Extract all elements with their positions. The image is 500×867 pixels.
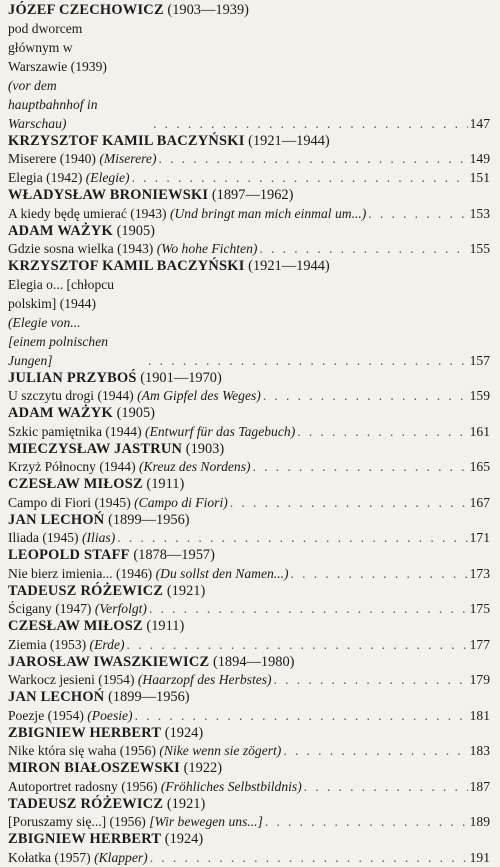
poem-translation: (Elegie) — [85, 170, 130, 185]
poem-title: Autoportret radosny (1956) — [8, 778, 158, 794]
toc-entry — [8, 547, 492, 583]
poem-line — [8, 493, 492, 512]
poem-text — [8, 493, 228, 512]
author-heading — [8, 689, 492, 706]
author-name: JAN LECHOŃ — [8, 511, 105, 528]
page-number: 173 — [469, 565, 490, 581]
author-heading — [8, 476, 492, 493]
toc-entry — [8, 405, 492, 441]
poem-line — [8, 275, 492, 370]
dot-leader — [153, 114, 468, 133]
author-heading — [8, 654, 492, 671]
dot-leader — [253, 457, 468, 476]
page-number: 175 — [469, 601, 490, 616]
author-name: CZESŁAW MIŁOSZ — [8, 618, 143, 634]
dot-leader — [148, 351, 468, 370]
poem-translation: (Kreuz des Nordens) — [139, 459, 251, 474]
author-name: TADEUSZ RÓŻEWICZ — [8, 582, 164, 599]
poem-line — [8, 422, 492, 441]
toc-entry — [8, 133, 492, 169]
page-number: 181 — [469, 707, 490, 723]
poem-translation: (Klapper) — [94, 849, 148, 865]
poem-line — [8, 564, 492, 583]
toc-entry — [8, 476, 492, 512]
poem-translation: (Campo di Fiori) — [134, 494, 228, 510]
author-heading — [8, 133, 492, 150]
author-dates: (1899—1956) — [108, 689, 190, 705]
poem-text — [8, 706, 133, 725]
poem-line — [8, 599, 492, 618]
toc-entry — [8, 689, 492, 725]
dot-leader — [149, 599, 468, 618]
toc-entry — [8, 796, 492, 832]
poem-title: Poezje (1954) — [8, 707, 84, 723]
dot-leader — [283, 741, 468, 760]
poem-text — [8, 670, 272, 689]
author-name: JULIAN PRZYBOŚ — [8, 369, 137, 386]
poem-text — [8, 168, 130, 187]
author-heading — [8, 441, 492, 458]
poem-title: A kiedy będę umierać (1943) — [8, 205, 167, 221]
poem-translation: [Wir bewegen uns...] — [149, 814, 263, 829]
toc-entry — [8, 760, 492, 796]
poem-title: [Poruszamy się...] (1956) — [8, 814, 146, 829]
poem-title: Nike która się waha (1956) — [8, 743, 156, 758]
page-number: 165 — [469, 459, 490, 474]
author-name: JÓZEF CZECHOWICZ — [8, 2, 164, 18]
poem-translation: (Fröhliches Selbstbildnis) — [160, 778, 302, 794]
author-dates: (1911) — [146, 476, 185, 492]
poem-text — [8, 564, 289, 583]
poem-title: Miserere (1940) — [8, 151, 96, 166]
poem-title: Szkic pamiętnika (1944) — [8, 423, 142, 439]
toc-entry — [8, 187, 492, 223]
author-name: ZBIGNIEW HERBERT — [8, 831, 162, 847]
poem-title: Ziemia (1953) — [8, 636, 87, 652]
author-dates: (1921) — [166, 795, 206, 812]
poem-text — [8, 635, 125, 654]
poem-line — [8, 204, 492, 223]
dot-leader — [274, 670, 468, 689]
toc-entry — [8, 223, 492, 259]
toc-entry — [8, 258, 492, 370]
author-heading — [8, 618, 492, 635]
poem-translation: (Elegie von... [einem polnischen Jungen] — [8, 314, 109, 368]
author-dates: (1903—1939) — [167, 2, 249, 18]
author-dates: (1921) — [166, 582, 206, 599]
author-heading — [8, 187, 492, 204]
dot-leader — [230, 493, 468, 512]
author-name: MIECZYSŁAW JASTRUN — [8, 440, 183, 457]
author-dates: (1922) — [183, 760, 223, 776]
dot-leader — [132, 168, 468, 187]
author-heading — [8, 223, 492, 240]
dot-leader — [127, 635, 468, 654]
author-name: ADAM WAŻYK — [8, 405, 113, 421]
poem-translation: (Verfolgt) — [94, 601, 147, 616]
poem-line — [8, 706, 492, 725]
poem-translation: (Haarzopf des Herbstes) — [137, 672, 272, 687]
toc-entry — [8, 168, 492, 187]
poem-translation: (Und bringt man mich einmal um...) — [169, 205, 367, 221]
dot-leader — [304, 777, 468, 796]
page-number: 167 — [469, 494, 490, 510]
toc-entry — [8, 654, 492, 690]
page-number: 187 — [469, 778, 490, 794]
poem-title: Nie bierz imienia... (1946) — [8, 565, 153, 581]
author-heading — [8, 760, 492, 777]
poem-text — [8, 275, 146, 370]
poem-title: U szczytu drogi (1944) — [8, 388, 134, 403]
page-number: 183 — [469, 743, 490, 758]
author-heading — [8, 258, 492, 275]
dot-leader — [368, 204, 468, 223]
dot-leader — [158, 149, 468, 168]
page-number: 161 — [469, 423, 490, 439]
page-number: 151 — [469, 170, 490, 185]
poem-text — [8, 386, 261, 405]
author-name: TADEUSZ RÓŻEWICZ — [8, 795, 164, 812]
poem-text — [8, 812, 263, 831]
page-number: 159 — [469, 388, 490, 403]
page-number: 153 — [469, 205, 490, 221]
page-number: 171 — [469, 530, 490, 545]
toc-entry — [8, 618, 492, 654]
author-name: ZBIGNIEW HERBERT — [8, 724, 162, 741]
page-number: 149 — [469, 151, 490, 166]
author-dates: (1878—1957) — [133, 547, 215, 563]
poem-title: Elegia o... [chłopcu polskim] (1944) — [8, 276, 115, 311]
author-dates: (1924) — [164, 724, 204, 741]
poem-translation: (Nike wenn sie zögert) — [159, 743, 282, 758]
author-name: MIRON BIAŁOSZEWSKI — [8, 760, 181, 776]
dot-leader — [117, 528, 468, 547]
poem-title: pod dworcem głównym w Warszawie (1939) — [8, 20, 107, 74]
poem-text — [8, 528, 115, 547]
author-heading — [8, 2, 492, 19]
poem-line — [8, 386, 492, 405]
poem-line — [8, 19, 492, 133]
author-heading — [8, 583, 492, 600]
author-dates: (1894—1980) — [212, 653, 295, 670]
poem-translation: (vor dem hauptbahnhof in Warschau) — [8, 77, 98, 131]
author-name: KRZYSZTOF KAMIL BACZYŃSKI — [8, 258, 245, 274]
dot-leader — [150, 848, 468, 867]
toc-entry — [8, 725, 492, 761]
poem-translation: (Du sollst den Namen...) — [155, 565, 289, 581]
poem-translation: (Poesie) — [87, 707, 133, 723]
poem-text — [8, 204, 366, 223]
toc-entry — [8, 2, 492, 133]
page-number: 189 — [469, 814, 490, 829]
author-name: JAROSŁAW IWASZKIEWICZ — [8, 653, 210, 670]
poem-line — [8, 528, 492, 547]
poem-text — [8, 599, 147, 618]
poem-translation: (Erde) — [89, 636, 125, 652]
poem-line — [8, 239, 492, 258]
author-heading — [8, 547, 492, 564]
author-dates: (1911) — [146, 618, 185, 634]
dot-leader — [263, 386, 468, 405]
author-dates: (1901—1970) — [140, 369, 222, 386]
dot-leader — [135, 706, 468, 725]
author-dates: (1903) — [185, 440, 225, 457]
poem-translation: (Miserere) — [99, 151, 157, 166]
poem-line — [8, 848, 492, 867]
author-name: WŁADYSŁAW BRONIEWSKI — [8, 187, 209, 203]
toc-entry — [8, 831, 492, 867]
toc-list — [8, 2, 492, 867]
poem-text — [8, 19, 151, 133]
dot-leader — [259, 239, 468, 258]
poem-text — [8, 848, 148, 867]
author-dates: (1905) — [116, 222, 155, 239]
poem-translation: (Am Gipfel des Weges) — [137, 388, 261, 403]
author-dates: (1905) — [116, 405, 155, 421]
poem-text — [8, 149, 156, 168]
page-number: 191 — [469, 849, 490, 865]
dot-leader — [291, 564, 468, 583]
toc-entry — [8, 583, 492, 619]
dot-leader — [265, 812, 468, 831]
poem-line — [8, 670, 492, 689]
poem-line — [8, 812, 492, 831]
poem-line — [8, 457, 492, 476]
poem-line — [8, 777, 492, 796]
author-dates: (1921—1944) — [248, 258, 330, 274]
author-name: KRZYSZTOF KAMIL BACZYŃSKI — [8, 132, 245, 149]
poem-title: Campo di Fiori (1945) — [8, 494, 131, 510]
page-number: 177 — [469, 636, 490, 652]
poem-text — [8, 239, 257, 258]
toc-entry — [8, 370, 492, 406]
poem-line — [8, 149, 492, 168]
page-number: 147 — [469, 115, 490, 131]
author-dates: (1921—1944) — [248, 132, 330, 149]
poem-text — [8, 741, 281, 760]
author-dates: (1899—1956) — [108, 511, 190, 528]
author-name: CZESŁAW MIŁOSZ — [8, 476, 143, 492]
author-heading — [8, 370, 492, 387]
author-heading — [8, 512, 492, 529]
poem-line — [8, 168, 492, 187]
author-dates: (1924) — [164, 831, 204, 847]
poem-translation: (Wo hohe Fichten) — [156, 241, 258, 256]
poem-title: Kołatka (1957) — [8, 849, 91, 865]
author-name: LEOPOLD STAFF — [8, 547, 130, 563]
dot-leader — [297, 422, 468, 441]
poem-line — [8, 741, 492, 760]
author-dates: (1897—1962) — [211, 187, 294, 203]
page-number: 155 — [469, 241, 490, 256]
page-number: 157 — [469, 352, 490, 368]
poem-title: Krzyż Północny (1944) — [8, 459, 136, 474]
poem-title: Ścigany (1947) — [8, 601, 92, 616]
poem-text — [8, 457, 251, 476]
author-name: ADAM WAŻYK — [8, 222, 113, 239]
toc-entry — [8, 441, 492, 477]
poem-title: Gdzie sosna wielka (1943) — [8, 241, 154, 256]
page-number: 179 — [469, 672, 490, 687]
poem-translation: (Entwurf für das Tagebuch) — [145, 423, 296, 439]
poem-title: Iliada (1945) — [8, 530, 79, 545]
author-heading — [8, 796, 492, 813]
poem-text — [8, 777, 302, 796]
poem-translation: (Ilias) — [82, 530, 116, 545]
author-heading — [8, 725, 492, 742]
poem-title: Warkocz jesieni (1954) — [8, 672, 135, 687]
poem-text — [8, 422, 295, 441]
author-name: JAN LECHOŃ — [8, 689, 105, 705]
poem-title: Elegia (1942) — [8, 170, 83, 185]
author-heading — [8, 405, 492, 422]
toc-entry — [8, 512, 492, 548]
poem-line — [8, 635, 492, 654]
author-heading — [8, 831, 492, 848]
